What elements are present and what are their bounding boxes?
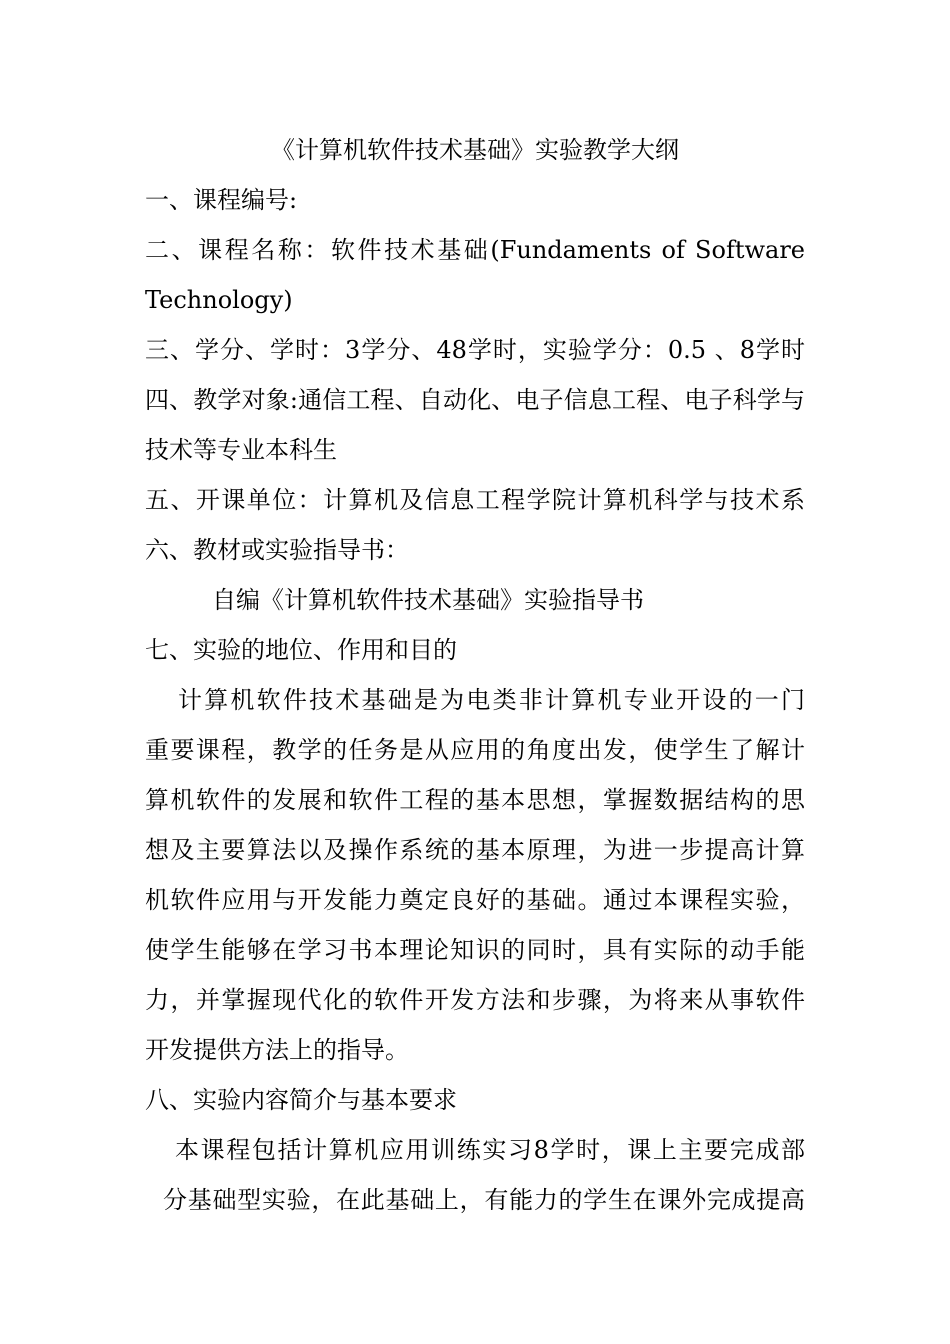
department: 五、开课单位：计算机及信息工程学院计算机科学与技术系 [145, 486, 805, 514]
course-name-line2: Technology) [145, 286, 293, 314]
textbook: 自编《计算机软件技术基础》实验指导书 [212, 586, 644, 614]
content-line: 本课程包括计算机应用训练实习8学时，课上主要完成部 [175, 1136, 805, 1164]
purpose-line: 想及主要算法以及操作系统的基本原理，为进一步提高计算 [145, 836, 805, 864]
purpose-line: 开发提供方法上的指导。 [145, 1036, 409, 1064]
purpose-line: 使学生能够在学习书本理论知识的同时，具有实际的动手能 [145, 936, 805, 964]
content-heading: 八、实验内容简介与基本要求 [145, 1086, 457, 1114]
course-credits: 三、学分、学时：3学分、48学时，实验学分：0.5 、8学时 [145, 336, 805, 364]
textbook-heading: 六、教材或实验指导书： [145, 536, 409, 564]
teaching-audience-line2: 技术等专业本科生 [145, 436, 337, 464]
purpose-line: 计算机软件技术基础是为电类非计算机专业开设的一门 [178, 686, 805, 714]
purpose-line: 机软件应用与开发能力奠定良好的基础。通过本课程实验， [145, 886, 805, 914]
purpose-heading: 七、实验的地位、作用和目的 [145, 636, 457, 664]
purpose-line: 力，并掌握现代化的软件开发方法和步骤，为将来从事软件 [145, 986, 805, 1014]
document-title: 《计算机软件技术基础》实验教学大纲 [271, 136, 679, 164]
course-number: 一、课程编号: [145, 186, 298, 214]
teaching-audience-line1: 四、教学对象:通信工程、自动化、电子信息工程、电子科学与 [145, 386, 805, 414]
purpose-line: 重要课程，教学的任务是从应用的角度出发，使学生了解计 [145, 736, 805, 764]
course-name-line1: 二、课程名称：软件技术基础(Fundaments of Software [145, 236, 805, 264]
purpose-line: 算机软件的发展和软件工程的基本思想，掌握数据结构的思 [145, 786, 805, 814]
content-line: 分基础型实验，在此基础上，有能力的学生在课外完成提高 [163, 1186, 805, 1214]
